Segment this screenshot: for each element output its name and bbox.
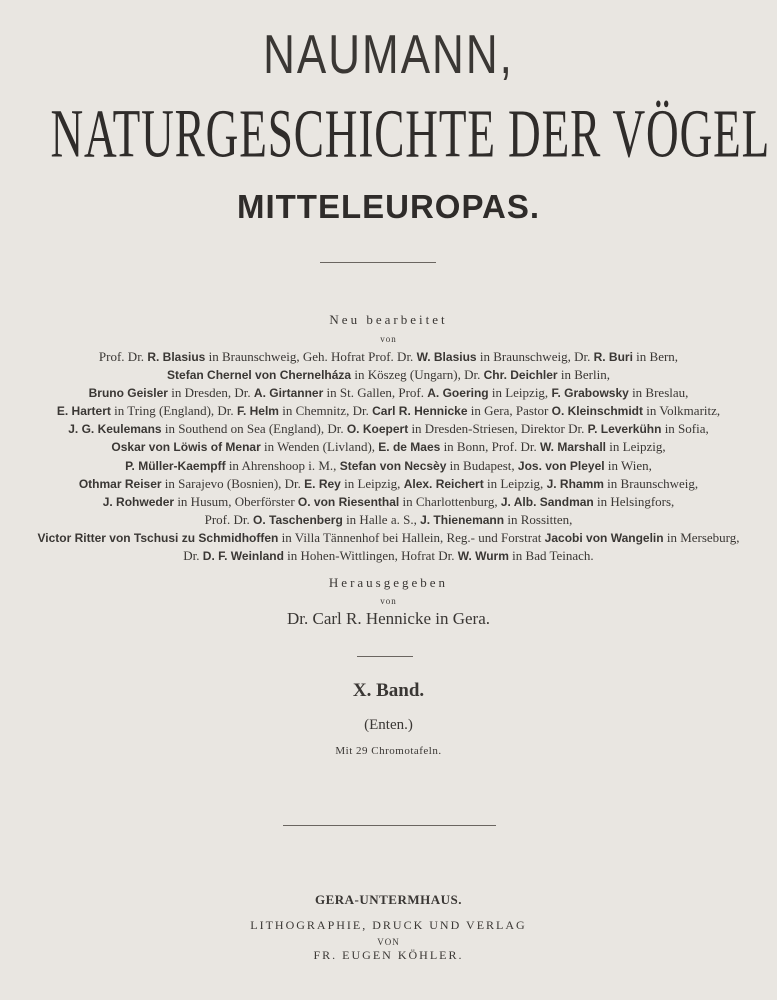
volume-subtitle: (Enten.) <box>364 717 413 733</box>
editor-name: Dr. Carl R. Hennicke in Gera. <box>287 609 490 628</box>
contributor-line: Dr. D. F. Weinland in Hohen-Wittlingen, Hofrat Dr. W. Wurm in Bad Teinach. <box>183 548 594 564</box>
contributor-line: Prof. Dr. O. Taschenberg in Halle a. S., J. Thienemann in Rossitten, <box>204 511 573 527</box>
divider-rule-3 <box>283 825 496 826</box>
contributor-line: P. Müller-Kaempff in Ahrenshoop i. M., Stefan von Necsèy in Budapest, Jos. von Pleyel in Wien, <box>125 457 652 473</box>
publisher-line: LITHOGRAPHIE, DRUCK UND VERLAG <box>250 918 527 932</box>
contributor-line: Prof. Dr. R. Blasius in Braunschweig, Geh. Hofrat Prof. Dr. W. Blasius in Braunschweig, Dr. R. Buri in Bern, <box>98 349 679 364</box>
editor-label: Herausgegeben <box>328 575 449 590</box>
author-heading: NAUMANN, <box>263 24 514 86</box>
contributor-line: Bruno Geisler in Dresden, Dr. A. Girtanner in St. Gallen, Prof. A. Goering in Leipzig, F. Grabowsky in Breslau, <box>88 385 689 401</box>
contributor-line: Victor Ritter von Tschusi zu Schmidhoffen in Villa Tännenhof bei Hallein, Reg.- und Forstrat Jacobi von Wangelin in Merseburg, <box>37 529 740 545</box>
publisher-place: GERA-UNTERMHAUS. <box>314 892 463 907</box>
divider-rule-1 <box>320 262 436 263</box>
editor-von: von <box>380 596 397 606</box>
contributor-list <box>0 348 777 565</box>
contributor-line: Oskar von Löwis of Menar in Wenden (Livland), E. de Maes in Bonn, Prof. Dr. W. Marshall in Leipzig, <box>111 439 666 455</box>
region-title: MITTELEUROPAS. <box>236 188 541 225</box>
contributor-line: J. G. Keulemans in Southend on Sea (England), Dr. O. Koepert in Dresden-Striesen, Direktor Dr. P. Leverkühn in Sofia, <box>68 421 709 437</box>
main-title: NATURGESCHICHTE DER VÖGEL <box>50 97 771 173</box>
divider-rule-2 <box>357 656 413 657</box>
contributor-line: Stefan Chernel von Chernelháza in Köszeg (Ungarn), Dr. Chr. Deichler in Berlin, <box>167 367 610 383</box>
revised-von: von <box>380 334 397 344</box>
revised-label: Neu bearbeitet <box>329 312 448 327</box>
publisher-von: VON <box>377 937 400 947</box>
contributor-line: Othmar Reiser in Sarajevo (Bosnien), Dr. E. Rey in Leipzig, Alex. Reichert in Leipzig, J. Rhamm in Braunschweig, <box>78 475 699 491</box>
contributor-line: J. Rohweder in Husum, Oberförster O. von Riesenthal in Charlottenburg, J. Alb. Sandman in Helsingfors, <box>102 493 675 509</box>
volume-number: X. Band. <box>352 680 425 701</box>
plates-note: Mit 29 Chromotafeln. <box>335 745 442 757</box>
contributor-line: E. Hartert in Tring (England), Dr. F. Helm in Chemnitz, Dr. Carl R. Hennicke in Gera, Pastor O. Kleinschmidt in Volkmaritz, <box>56 403 721 419</box>
publisher-name: FR. EUGEN KÖHLER. <box>313 948 464 962</box>
